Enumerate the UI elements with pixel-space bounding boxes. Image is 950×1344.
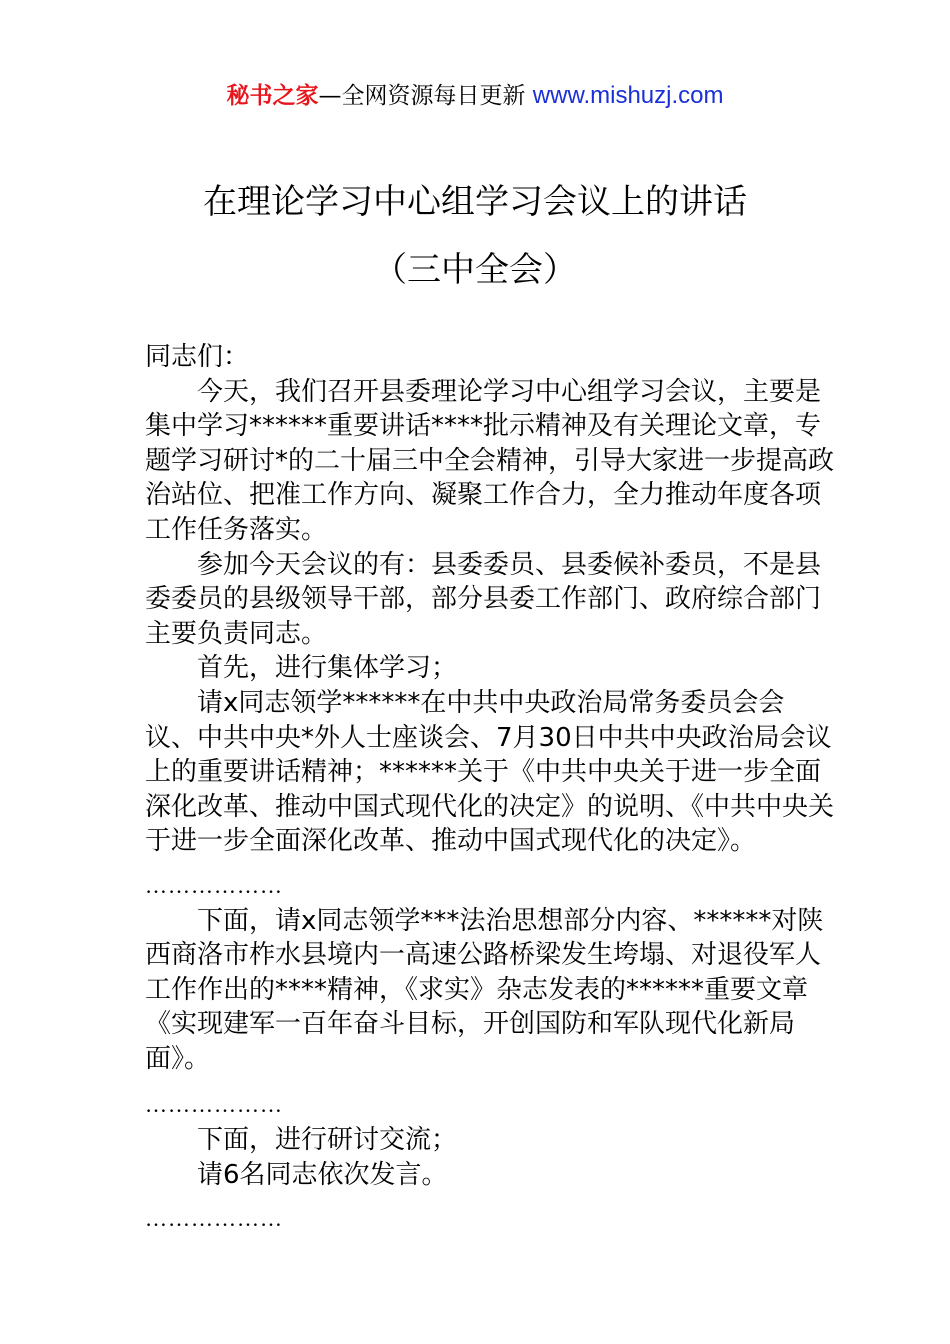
- ellipsis-3: ………………: [145, 1206, 283, 1232]
- ellipsis-1: ………………: [145, 872, 283, 898]
- paragraph-study-lead-2: 下面，请x同志领学***法治思想部分内容、******对陕西商洛市柞水县境内一高速公路桥梁发生垮塌、对退役军人工作作出的****精神，《求实》杂志发表的******重要文章《实现建军一百年奋斗目标，开创国防和军队现代化新局面》。: [145, 905, 824, 1074]
- ellipsis-2: ………………: [145, 1092, 283, 1118]
- document-subtitle: （三中全会）: [373, 250, 577, 290]
- document-body: [145, 340, 835, 1237]
- paragraph-speakers: 请6名同志依次发言。: [197, 1159, 448, 1190]
- paragraph-first-study: 首先，进行集体学习；: [197, 653, 458, 684]
- salutation: 同志们：: [145, 342, 250, 372]
- site-url-link[interactable]: www.mishuzj.com: [532, 82, 724, 109]
- paragraph-study-lead-1: 请x同志领学******在中共中央政治局常务委员会会议、中共中央*外人士座谈会、7月30日中共中央政治局会议上的重要讲话精神；******关于《中共中央关于进一步全面深化改革、推动中国式现代化的决定》的说明、《中共中央关于进一步全面深化改革、推动中国式现代化的决定》。: [145, 687, 835, 857]
- document-title: 在理论学习中心组学习会议上的讲话: [203, 182, 747, 222]
- brand-name: 秘书之家: [226, 83, 319, 109]
- paragraph-discussion: 下面，进行研讨交流；: [197, 1125, 458, 1156]
- paragraph-attendees: 参加今天会议的有：县委委员、县委候补委员，不是县委委员的县级领导干部，部分县委工作部门、政府综合部门主要负责同志。: [145, 549, 822, 649]
- header-tagline: —全网资源每日更新: [318, 83, 533, 109]
- paragraph-intro: 今天，我们召开县委理论学习中心组学习会议，主要是集中学习******重要讲话****批示精神及有关理论文章，专题学习研讨*的二十届三中全会精神，引导大家进一步提高政治站位、把准工作方向、凝聚工作合力，全力推动年度各项工作任务落实。: [145, 376, 835, 545]
- site-header: [0, 80, 950, 112]
